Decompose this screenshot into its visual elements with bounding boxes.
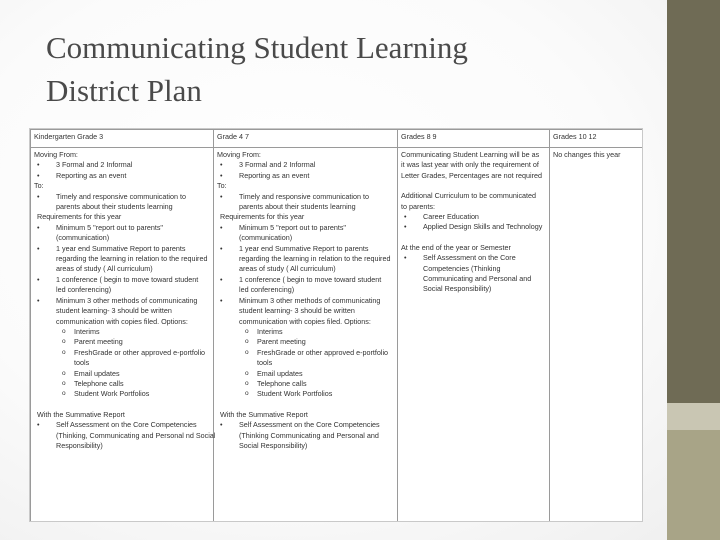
- list-item: • Minimum 5 "report out to parents" (communication): [220, 222, 346, 243]
- option-item: o Parent meeting: [245, 337, 306, 347]
- bullet-icon: •: [37, 420, 40, 430]
- bullet-icon: •: [37, 191, 40, 201]
- option-item: o Interims: [245, 326, 283, 336]
- plan-document: [29, 128, 643, 522]
- list-item: • Career Education: [404, 212, 479, 222]
- circle-bullet-icon: o: [62, 390, 66, 398]
- bullet-icon: •: [37, 222, 40, 232]
- option-item: o Email updates: [62, 368, 120, 378]
- end-of-year-heading: At the end of the year or Semester: [401, 242, 511, 252]
- circle-bullet-icon: o: [245, 338, 249, 346]
- cell-10-12: [550, 148, 643, 523]
- circle-bullet-icon: o: [62, 369, 66, 377]
- circle-bullet-icon: o: [62, 379, 66, 387]
- circle-bullet-icon: o: [245, 348, 249, 356]
- list-item: • Reporting as an event: [220, 170, 310, 180]
- table-row: [31, 148, 643, 523]
- bullet-icon: •: [220, 160, 223, 170]
- header-10-12: Grades 10 12: [550, 130, 643, 148]
- side-bar-top: [667, 0, 720, 403]
- list-item: • 3 Formal and 2 Informal: [220, 160, 316, 170]
- list-item: • Self Assessment on the Core Competencies (Thinking, Communicating and Personal nd Social Responsibility): [37, 420, 216, 450]
- header-8-9: Grades 8 9: [398, 130, 550, 148]
- bullet-icon: •: [404, 253, 407, 263]
- title-line-2: District Plan: [46, 73, 202, 108]
- list-item: • Minimum 3 other methods of communicating student learning- 3 should be written communication with copies filed. Options:: [220, 295, 381, 326]
- option-item: o Parent meeting: [62, 337, 123, 347]
- header-4-7: Grade 4 7: [214, 130, 398, 148]
- bullet-icon: •: [404, 212, 407, 222]
- list-item: • Timely and responsive communication to parents about their students learning: [37, 191, 186, 212]
- list-item: • 1 year end Summative Report to parents regarding the learning in relation to the required areas of study ( All curriculum): [37, 243, 208, 274]
- circle-bullet-icon: o: [62, 327, 66, 335]
- requirements-heading: Requirements for this year: [37, 212, 122, 222]
- plan-table: [30, 129, 643, 522]
- list-item: • 1 conference ( begin to move toward student led conferencing): [220, 274, 382, 295]
- to-label: To:: [34, 181, 44, 191]
- additional-line: to parents:: [401, 201, 435, 211]
- circle-bullet-icon: o: [245, 327, 249, 335]
- bullet-icon: •: [220, 420, 223, 430]
- moving-from-label: Moving From:: [34, 150, 78, 159]
- cell-k-3: [31, 148, 214, 523]
- list-item: • Minimum 3 other methods of communicating student learning- 3 should be written communication with copies filed. Options:: [37, 295, 198, 326]
- cell-4-7: [214, 148, 398, 523]
- circle-bullet-icon: o: [62, 348, 66, 356]
- bullet-icon: •: [220, 222, 223, 232]
- list-item: • 1 conference ( begin to move toward student led conferencing): [37, 274, 199, 295]
- additional-line: Additional Curriculum to be communicated: [401, 191, 537, 201]
- to-label: To:: [217, 181, 227, 191]
- intro-line: Communicating Student Learning will be as: [401, 150, 540, 159]
- list-item: • 1 year end Summative Report to parents regarding the learning in relation to the required areas of study ( All curriculum): [220, 243, 391, 274]
- cell-8-9: [398, 148, 550, 523]
- option-item: o Student Work Portfolios: [245, 389, 333, 399]
- table-header-row: [31, 130, 643, 148]
- list-item: • Timely and responsive communication to parents about their students learning: [220, 191, 369, 212]
- summative-heading: With the Summative Report: [37, 409, 125, 419]
- slide-title: [46, 26, 646, 112]
- bullet-icon: •: [37, 295, 40, 305]
- no-changes-text: No changes this year: [553, 150, 621, 159]
- bullet-icon: •: [220, 274, 223, 284]
- bullet-icon: •: [220, 191, 223, 201]
- header-k-3: Kindergarten Grade 3: [31, 130, 214, 148]
- bullet-icon: •: [220, 170, 223, 180]
- summative-heading: With the Summative Report: [220, 409, 308, 419]
- list-item: • Applied Design Skills and Technology: [404, 222, 543, 232]
- circle-bullet-icon: o: [62, 338, 66, 346]
- intro-line: Letter Grades, Percentages are not required: [401, 170, 543, 180]
- circle-bullet-icon: o: [245, 369, 249, 377]
- circle-bullet-icon: o: [245, 390, 249, 398]
- list-item: • Minimum 5 "report out to parents" (communication): [37, 222, 163, 243]
- list-item: • Reporting as an event: [37, 170, 127, 180]
- side-bar-bottom: [667, 430, 720, 540]
- list-item: • Self Assessment on the Core Competencies (Thinking Communicating and Personal and Social Responsibility): [404, 253, 532, 294]
- requirements-heading: Requirements for this year: [220, 212, 305, 222]
- option-item: o FreshGrade or other approved e-portfolio tools: [62, 347, 206, 368]
- title-line-1: Communicating Student Learning: [46, 30, 468, 65]
- circle-bullet-icon: o: [245, 379, 249, 387]
- bullet-icon: •: [220, 295, 223, 305]
- side-accent-bar: [667, 0, 720, 540]
- list-item: • 3 Formal and 2 Informal: [37, 160, 133, 170]
- moving-from-label: Moving From:: [217, 150, 261, 159]
- bullet-icon: •: [37, 274, 40, 284]
- option-item: o Telephone calls: [245, 378, 307, 388]
- intro-line: it was last year with only the requirement of: [401, 160, 539, 170]
- option-item: o Email updates: [245, 368, 303, 378]
- option-item: o Telephone calls: [62, 378, 124, 388]
- bullet-icon: •: [37, 243, 40, 253]
- option-item: o Interims: [62, 326, 100, 336]
- list-item: • Self Assessment on the Core Competencies (Thinking Communicating and Personal and Social Responsibility): [220, 420, 380, 450]
- option-item: o Student Work Portfolios: [62, 389, 150, 399]
- bullet-icon: •: [220, 243, 223, 253]
- bullet-icon: •: [404, 222, 407, 232]
- side-bar-middle: [667, 403, 720, 430]
- bullet-icon: •: [37, 160, 40, 170]
- option-item: o FreshGrade or other approved e-portfolio tools: [245, 347, 389, 368]
- bullet-icon: •: [37, 170, 40, 180]
